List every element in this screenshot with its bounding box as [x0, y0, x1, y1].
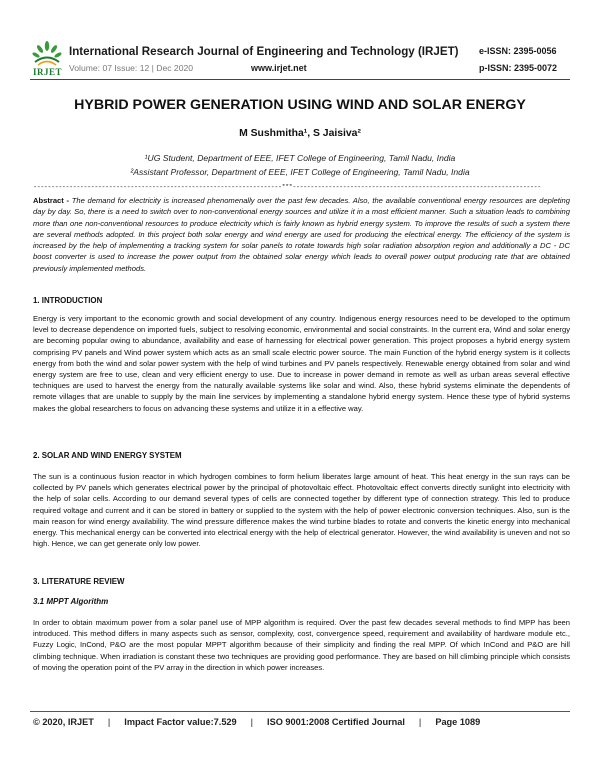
abstract: [33, 195, 570, 274]
footer-page-number: Page 1089: [435, 717, 481, 727]
paper-authors: M Sushmitha¹, S Jaisiva²: [239, 128, 361, 139]
page-footer: [33, 717, 480, 727]
pissn: p-ISSN: 2395-0072: [479, 63, 558, 73]
abstract-text: The demand for electricity is increased phenomenally over the past few decades. Also, the available conventional energy resources are depleting day by day. So, there is a need to switch over to non-conventional energy sources and utilize it in a most efficient manner. Such a situation leads to combining more than one non-conventional resources to produce electricity which is fairly known as hybrid energy system. To improve the results of such a system there are several methods adopted. In this project both solar energy and wind energy are used for producing the electrical energy. The efficiency of the system is increased by the help of implementing a tracking system for solar panels to rotate towards high solar radiation absorption region and additionally a DC - DC boost converter is used to increase the power output from the obtained solar energy which leads to overall power output producing rate that are obtained previously implemented methods.: [33, 196, 570, 273]
footer-impact-value: 7.529: [213, 717, 237, 727]
section-text-solar-wind: The sun is a continuous fusion reactor in which hydrogen combines to form helium liberates large amount of heat. This heat energy in the sun rays can be collected by PV panels which generates electrical power by the principal of photovoltaic effect. Photovoltaic effect converts directly sunlight into electricity with the help of solar cells. According to our demand several types of cells are connected together by different type of connection strategy. This led to produce required voltage and current and it can be stored in battery or supplied to the system with the help of power electronic conversion techniques. Also, sun is the main reason for wind energy availability. The wind pressure difference makes the wind turbine blades to rotate and converts the kinetic energy into mechanical energy. This mechanical energy can be converted into electrical energy with the help of electrical generator. However, the wind availability is uneven and not so high. Hence, we can get generate only low power.: [33, 472, 570, 549]
subsection-heading-mppt: 3.1 MPPT Algorithm: [33, 597, 109, 606]
volume-info: Volume: 07 Issue: 12 | Dec 2020: [69, 63, 194, 73]
footer-iso: ISO 9001:2008 Certified Journal: [267, 717, 405, 727]
affiliation-1: ¹UG Student, Department of EEE, IFET College of Engineering, Tamil Nadu, India: [144, 153, 456, 163]
subsection-text-mppt: In order to obtain maximum power from a solar panel use of MPP algorithm is required. Over the past few decades several methods to find MPP has been introduced. This method differs in many aspects such as sensor, complexity, cost, convergence speed, requirement and availability of hardware module etc., Fuzzy Logic, InCond, P&O are the most popular MPPT algorithm because of their simplicity and finding the real MPP. Of which InCond and P&O are hill climbing technique. When irradiation is constant these two techniques are providing good performance. They are based on hill climbing principle which consists of moving the operation point of the PV array in the direction in which power increases.: [33, 618, 570, 672]
journal-name: International Research Journal of Engineering and Technology (IRJET): [69, 45, 459, 58]
section-separator: ---------------------------------------------------------------------***---------------------------------------------------------------------: [33, 184, 541, 192]
section-heading-introduction: 1. INTRODUCTION: [33, 296, 103, 305]
footer-separator: |: [107, 717, 111, 727]
paper-title: HYBRID POWER GENERATION USING WIND AND SOLAR ENERGY: [74, 97, 526, 113]
affiliation-2: ²Assistant Professor, Department of EEE, IFET College of Engineering, Tamil Nadu, India: [130, 167, 470, 177]
header-divider: [30, 79, 570, 80]
section-text-introduction: Energy is very important to the economic growth and social development of any country. Indigenous energy resources need to be developed to the optimum level to decrease dependence on imported fuels, subject to resolving economic, environmental and social constraints. In the current era, Wind and solar energy are becoming popular owing to abundance, availability and ease of harnessing for electrical power generation. This project proposes a hybrid energy system comprising PV panels and Wind power system which acts as an small scale electric power source. The main Function of the hybrid energy system is it collects energy from both the wind and solar power system with the help of wind turbines and PV panels respectively. Renewable energy obtained from solar and wind energy system are free to use, clean and very efficient energy to use. Due to increase in power demand in remote as well as urban areas several effective techniques are used to harvest the energy from the naturally available systems like solar and wind. Also, these hybrid systems eliminate the dependents of remote villages that are unable to supply by the main line services by implementing a standalone hybrid energy system. Hence these type of hybrid systems makes the global researchers to focus on advancing these systems and utilize it in a effective way.: [33, 314, 570, 413]
abstract-label: Abstract -: [33, 196, 70, 205]
footer-copyright: © 2020, IRJET: [33, 717, 94, 727]
footer-separator: |: [250, 717, 254, 727]
footer-divider: [30, 711, 570, 712]
eissn: e-ISSN: 2395-0056: [479, 46, 557, 56]
footer-impact-label: Impact Factor value:: [124, 717, 214, 727]
section-heading-literature-review: 3. LITERATURE REVIEW: [33, 577, 125, 586]
logo-wordmark: IRJET: [33, 67, 63, 77]
footer-separator: |: [418, 717, 422, 727]
section-heading-solar-wind: 2. SOLAR AND WIND ENERGY SYSTEM: [33, 451, 182, 460]
journal-website-link[interactable]: www.irjet.net: [251, 63, 307, 73]
